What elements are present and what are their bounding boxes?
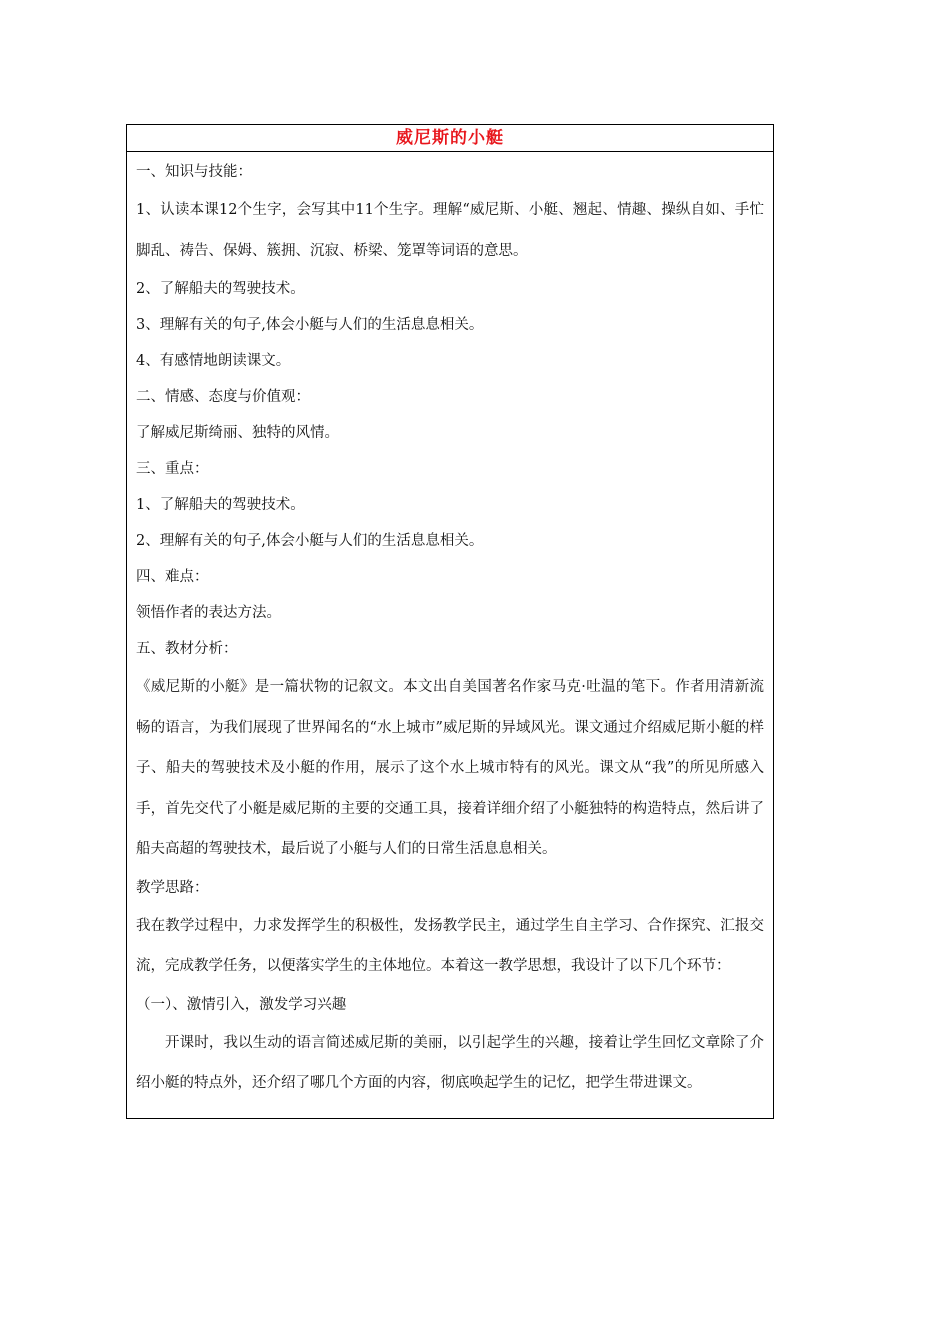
approach-paragraph: 我在教学过程中，力求发挥学生的积极性，发扬教学民主，通过学生自主学习、合作探究、汇报交流，完成教学任务，以便落实学生的主体地位。本着这一教学思想，我设计了以下几个环节： xyxy=(136,917,764,974)
section-heading-analysis: 五、教材分析： xyxy=(136,641,238,657)
lesson-content xyxy=(127,152,773,1118)
key-point-2: 2、理解有关的句子,体会小艇与人们的生活息息相关。 xyxy=(136,533,484,549)
step-1-paragraph: 开课时，我以生动的语言简述威尼斯的美丽，以引起学生的兴趣，接着让学生回忆文章除了介绍小艇的特点外，还介绍了哪几个方面的内容，彻底唤起学生的记忆，把学生带进课文。 xyxy=(136,1034,764,1091)
section-heading-approach: 教学思路： xyxy=(136,879,209,896)
lesson-plan-table xyxy=(126,124,774,1119)
section-heading-values: 二、情感、态度与价值观： xyxy=(136,389,310,405)
section-heading-knowledge: 一、知识与技能： xyxy=(136,164,252,180)
goal-item-3: 3、理解有关的句子,体会小艇与人们的生活息息相关。 xyxy=(136,317,484,333)
goal-item-1: 1、认读本课12个生字，会写其中11个生字。理解“威尼斯、小艇、翘起、情趣、操纵自如、手忙脚乱、祷告、保姆、簇拥、沉寂、桥梁、笼罩等词语的意思。 xyxy=(136,202,764,259)
key-point-1: 1、了解船夫的驾驶技术。 xyxy=(136,497,305,513)
document-title: 威尼斯的小艇 xyxy=(127,125,773,152)
section-heading-difficulty: 四、难点： xyxy=(136,569,209,585)
section-heading-key-points: 三、重点： xyxy=(136,461,209,477)
analysis-paragraph: 《威尼斯的小艇》是一篇状物的记叙文。本文出自美国著名作家马克·吐温的笔下。作者用清新流畅的语言，为我们展现了世界闻名的“水上城市”威尼斯的异域风光。课文通过介绍威尼斯小艇的样子、船夫的驾驶技术及小艇的作用，展示了这个水上城市特有的风光。课文从“我”的所见所感入手，首先交代了小艇是威尼斯的主要的交通工具，接着详细介绍了小艇独特的构造特点，然后讲了船夫高超的驾驶技术，最后说了小艇与人们的日常生活息息相关。 xyxy=(136,679,764,857)
goal-item-4: 4、有感情地朗读课文。 xyxy=(136,353,291,369)
goal-item-2: 2、了解船夫的驾驶技术。 xyxy=(136,281,305,297)
values-text: 了解威尼斯绮丽、独特的风情。 xyxy=(136,425,339,441)
difficulty-text: 领悟作者的表达方法。 xyxy=(136,605,281,621)
step-heading-1: （一）、激情引入，激发学习兴趣 xyxy=(136,996,347,1013)
